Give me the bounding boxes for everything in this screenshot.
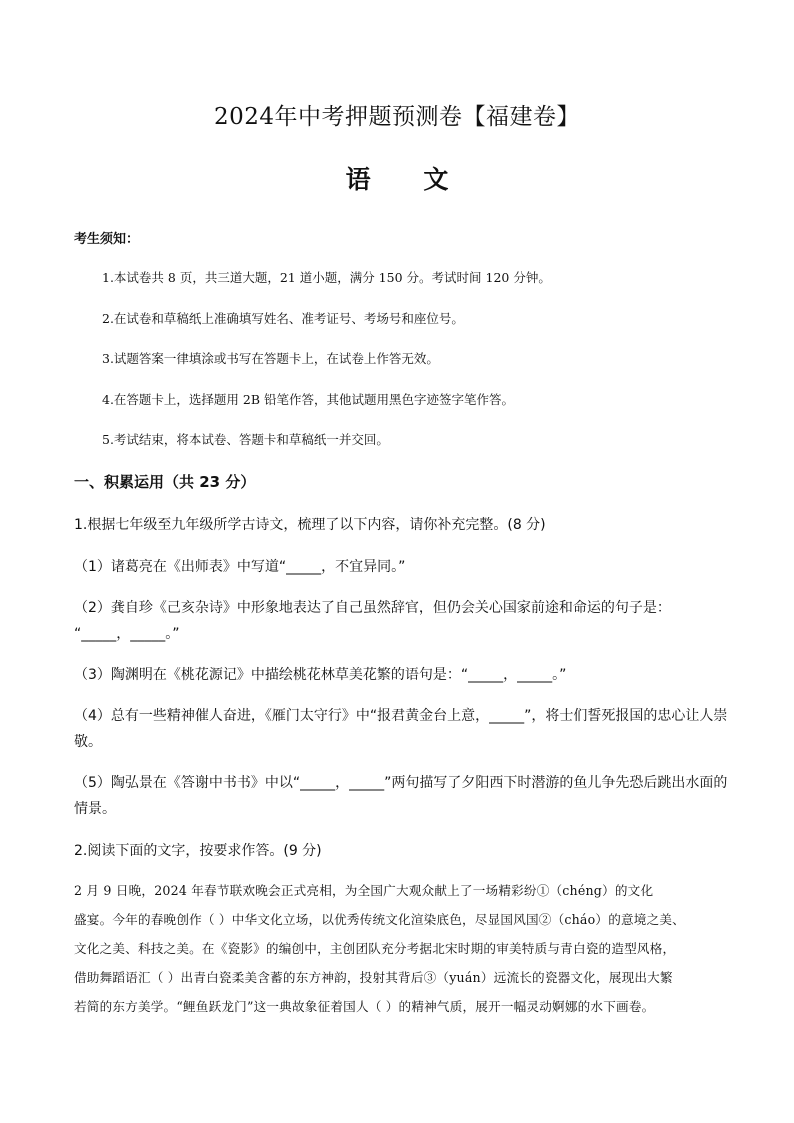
question-1-item: （4）总有一些精神催人奋进，《雁门太守行》中“报君黄金台上意，_____”，将士们誓死报国的忠心让人崇 [74,708,728,724]
notice-item: 5.考试结束，将本试卷、答题卡和草稿纸一并交回。 [102,432,389,447]
question-1-item: 情景。 [74,801,116,817]
notice-item: 1.本试卷共 8 页，共三道大题，21 道小题，满分 150 分。考试时间 120 分钟。 [102,270,551,285]
notice-heading: 考生须知： [74,232,140,247]
section-heading: 一、积累运用（共 23 分） [74,473,256,491]
question-1-item: （3）陶渊明在《桃花源记》中描绘桃花林草美花繁的语句是：“_____，_____。” [74,667,567,683]
subject-title: 语 文 [345,165,471,194]
question-2-stem: 2.阅读下面的文字，按要求作答。(9 分) [74,843,322,859]
notice-item: 4.在答题卡上，选择题用 2B 铅笔作答，其他试题用黑色字迹签字笔作答。 [102,392,515,407]
question-1-item: （1）诸葛亮在《出师表》中写道“_____，不宜异同。” [74,559,406,575]
notice-item: 3.试题答案一律填涂或书写在答题卡上，在试卷上作答无效。 [102,351,439,366]
passage-line: 若简的东方美学。“鲤鱼跃龙门”这一典故象征着国人（ ）的精神气质，展开一幅灵动婀娜的水下画卷。 [74,999,655,1014]
exam-title: 2024年中考押题预测卷【福建卷】 [213,104,581,130]
passage-line: 盛宴。今年的春晚创作（ ）中华文化立场，以优秀传统文化渲染底色，尽显国风国②（cháo）的意境之美、 [74,912,685,927]
question-1-item: 敬。 [74,734,102,750]
passage-line: 文化之美、科技之美。在《瓷影》的编创中，主创团队充分考据北宋时期的审美特质与青白瓷的造型风格， [74,941,676,956]
question-1-stem: 1.根据七年级至九年级所学古诗文，梳理了以下内容，请你补充完整。(8 分) [74,517,546,533]
passage-line: 借助舞蹈语汇（ ）出青白瓷柔美含蓄的东方神韵，投射其背后③（yuán）远流长的瓷器文化，展现出大繁 [74,970,673,985]
question-1-item: （2）龚自珍《己亥杂诗》中形象地表达了自己虽然辞官，但仍会关心国家前途和命运的句子是： [74,600,671,616]
question-1-item: （5）陶弘景在《答谢中书书》中以“_____，_____”两句描写了夕阳西下时潜游的鱼儿争先恐后跳出水面的 [74,775,728,791]
notice-item: 2.在试卷和草稿纸上准确填写姓名、准考证号、考场号和座位号。 [102,311,464,326]
question-1-item: “_____，_____。” [74,626,180,642]
passage-line: 2 月 9 日晚，2024 年春节联欢晚会正式亮相，为全国广大观众献上了一场精彩纷①（chéng）的文化 [74,883,654,898]
